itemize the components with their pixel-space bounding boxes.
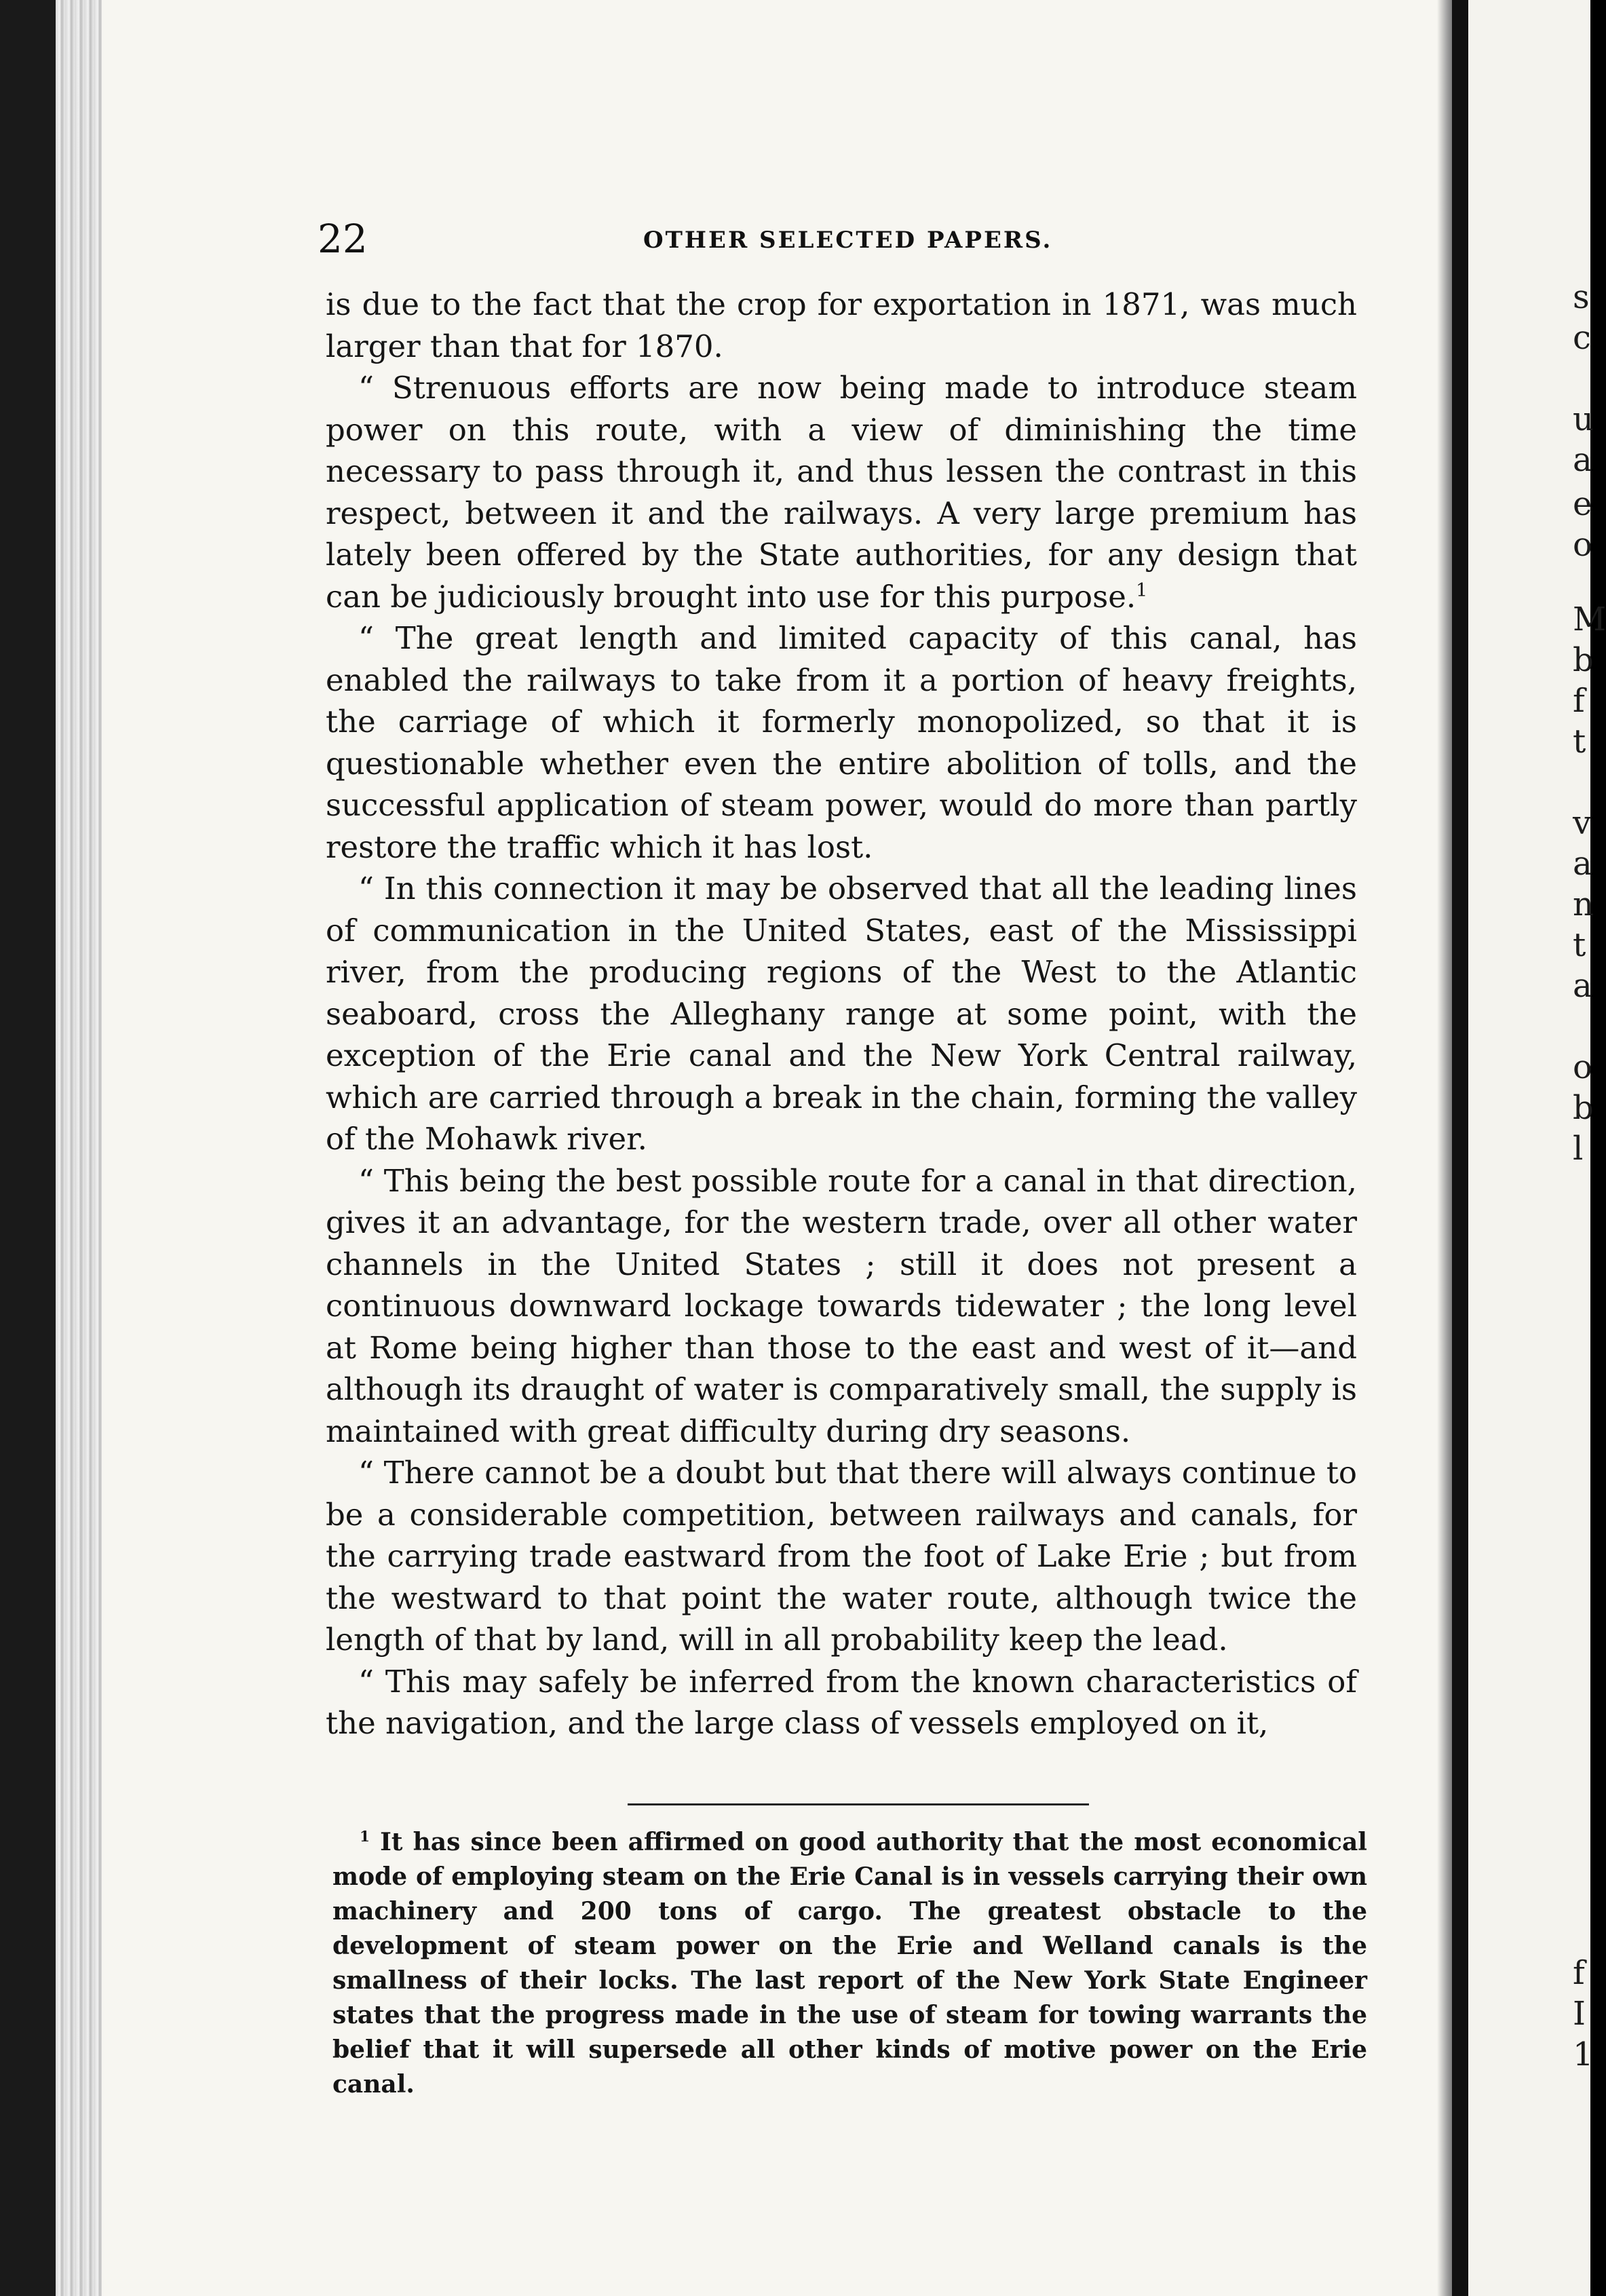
adjacent-page-char: M bbox=[1573, 600, 1606, 638]
paragraph: is due to the fact that the crop for exportation in 1871, was much larger than that for 1870. bbox=[326, 286, 1357, 364]
footnotes bbox=[332, 1825, 1367, 2102]
paragraph: “ In this connection it may be observed that all the leading lines of communication in the United States, east of the Mississippi river, from the producing regions of the West to the Atlantic seaboard, cross the Alleghany range at some point, with the exception of the Erie canal and the New York Central railway, which are carried through a break in the chain, forming the valley of the Mohawk river. bbox=[326, 870, 1357, 1157]
page-number: 22 bbox=[318, 216, 368, 262]
paragraph: “ This being the best possible route for a canal in that direction, gives it an advantage, for the western trade, over all other water channels in the United States ; still it does not present a continuous downward lockage towards tidewater ; the long level at Rome being higher than those to the east and west of it—and although its draught of water is comparatively small, the supply is maintained with great difficulty during dry seasons. bbox=[326, 1162, 1357, 1449]
footnote-text: It has since been affirmed on good authority that the most economical mode of employing steam on the Erie Canal is in vessels carrying their own machinery and 200 tons of cargo. The greatest obstacle to the development of steam power on the Erie and Welland canals is the smallness of their locks. The last report of the New York State Engineer states that the progress made in the use of steam for towing warrants the belief that it will supersede all other kinds of motive power on the Erie canal. bbox=[332, 1828, 1367, 2099]
adjacent-page-char: e bbox=[1573, 485, 1592, 523]
adjacent-page-char: a bbox=[1573, 441, 1592, 479]
adjacent-page-char: u bbox=[1573, 400, 1594, 438]
paragraph: “ There cannot be a doubt but that there will always continue to be a considerable competition, between railways and canals, for the carrying trade eastward from the foot of Lake Erie ; but from the westward to that point the water route, although twice the length of that by land, will in all probability keep the lead. bbox=[326, 1455, 1357, 1658]
footnote-reference: 1 bbox=[1136, 579, 1148, 601]
running-title: OTHER SELECTED PAPERS. bbox=[643, 227, 1053, 254]
footnote-divider bbox=[628, 1803, 1089, 1805]
adjacent-page-char: v bbox=[1573, 804, 1592, 842]
adjacent-page-char: 1 bbox=[1573, 2035, 1594, 2073]
footnote-marker: 1 bbox=[360, 1829, 370, 1845]
adjacent-page-char: a bbox=[1573, 845, 1592, 883]
adjacent-page-char: o bbox=[1573, 526, 1592, 564]
book-binding bbox=[1452, 0, 1468, 2296]
adjacent-page-char: b bbox=[1573, 1089, 1594, 1127]
paragraph: “ The great length and limited capacity of this canal, has enabled the railways to take from it a portion of heavy freights, the carriage of which it formerly monopolized, so that it is questionable whether even the entire abolition of tolls, and the successful application of steam power, would do more than partly restore the traffic which it has lost. bbox=[326, 620, 1357, 865]
footnote bbox=[332, 1825, 1367, 2102]
adjacent-page-char: f bbox=[1573, 682, 1585, 720]
paragraph: “ This may safely be inferred from the known characteristics of the navigation, and the large class of vessels employed on it, bbox=[326, 1663, 1357, 1741]
adjacent-page-char: t bbox=[1573, 926, 1586, 964]
adjacent-page-char: c bbox=[1573, 319, 1591, 357]
page-edges bbox=[56, 0, 103, 2296]
adjacent-page-char: t bbox=[1573, 723, 1586, 761]
body-text bbox=[326, 284, 1357, 1744]
adjacent-page-char: l bbox=[1573, 1130, 1584, 1168]
adjacent-page-char: a bbox=[1573, 967, 1592, 1005]
adjacent-page-char: o bbox=[1573, 1048, 1592, 1086]
adjacent-page-char: I bbox=[1573, 1995, 1586, 2033]
adjacent-page bbox=[1468, 0, 1606, 2296]
running-head bbox=[318, 216, 1376, 277]
paragraph-text: “ Strenuous efforts are now being made to introduce steam power on this route, with a view of diminishing the time necessary to pass through it, and thus lessen the contrast in this respect, between it and the railways. A very large premium has lately been offered by the State authorities, for any design that can be judiciously brought into use for this purpose. bbox=[326, 370, 1357, 615]
adjacent-page-char: n bbox=[1573, 885, 1594, 923]
paragraph bbox=[326, 367, 1357, 617]
adjacent-page-char: s bbox=[1573, 278, 1590, 316]
adjacent-page-char: b bbox=[1573, 641, 1594, 679]
adjacent-page-char: f bbox=[1573, 1954, 1585, 1992]
